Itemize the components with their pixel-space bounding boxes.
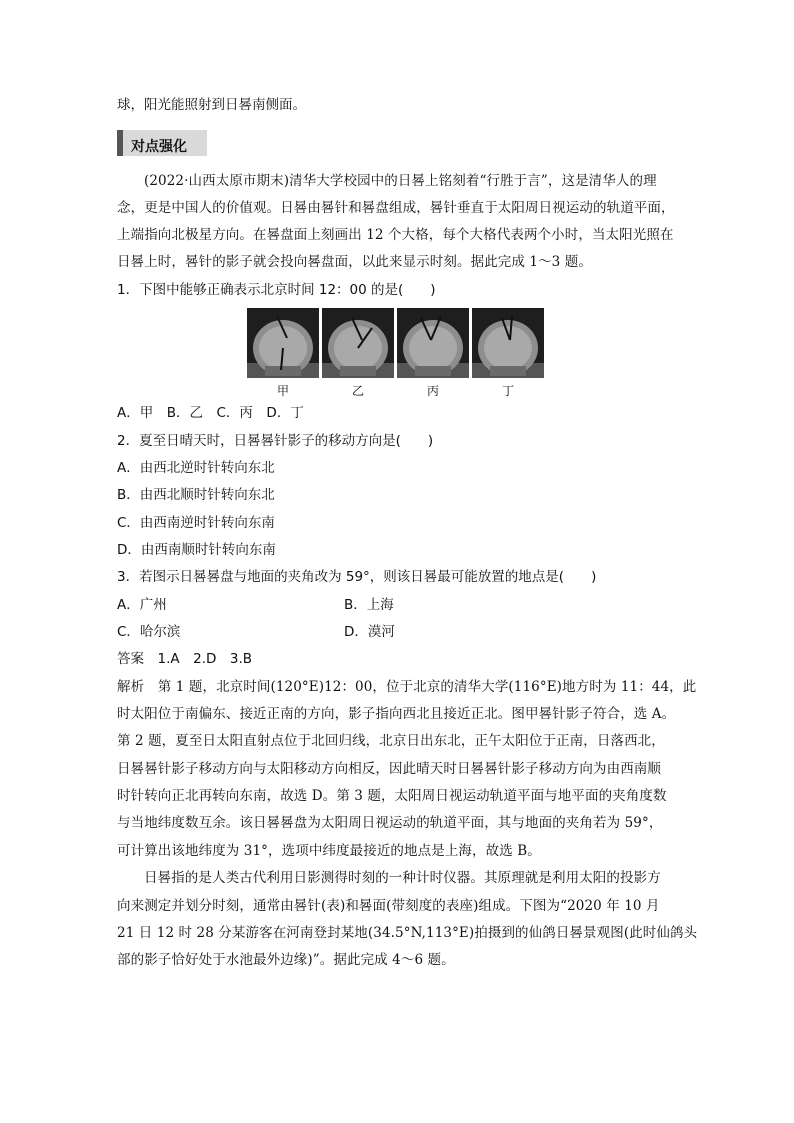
q1-options: A．甲 B．乙 C．丙 D．丁 xyxy=(117,405,304,421)
figure-caption: 乙 xyxy=(351,384,364,398)
figure-bing xyxy=(397,308,469,398)
passage2-line-1: 日晷指的是人类古代利用日影测得时刻的一种计时仪器。其原理就是利用太阳的投影方 xyxy=(144,870,661,886)
figure-caption: 甲 xyxy=(276,384,289,398)
analysis-line-3: 第 2 题，夏至日太阳直射点位于北回归线，北京日出东北，正午太阳位于正南，日落西北， xyxy=(117,733,665,749)
analysis-line-4: 日晷晷针影子移动方向与太阳移动方向相反，因此晴天时日晷晷针影子移动方向为由西南顺 xyxy=(117,761,661,777)
section-header xyxy=(117,130,207,156)
q3-option-a: A．广州 xyxy=(117,597,167,613)
q3-option-c: C．哈尔滨 xyxy=(117,624,181,640)
q2-option-c: C．由西南逆时针转向东南 xyxy=(117,515,275,531)
q3-option-d: D．漠河 xyxy=(344,624,395,640)
q3-option-b: B．上海 xyxy=(344,597,394,613)
passage1-line-3: 上端指向北极星方向。在晷盘面上刻画出 12 个大格，每个大格代表两个小时，当太阳光照在 xyxy=(117,227,674,243)
analysis-line-2: 时太阳位于南偏东、接近正南的方向，影子指向西北且接近正北。图甲晷针影子符合，选 A。 xyxy=(117,706,676,722)
analysis-line-6: 与当地纬度数互余。该日晷晷盘为太阳周日视运动的轨道平面，其与地面的夹角若为 59°， xyxy=(117,815,663,831)
q3-stem: 3．若图示日晷晷盘与地面的夹角改为 59°，则该日晷最可能放置的地点是( ) xyxy=(117,569,597,585)
q2-option-d: D．由西南顺时针转向东南 xyxy=(117,542,276,558)
passage2-line-3: 21 日 12 时 28 分某游客在河南登封某地(34.5°N,113°E)拍摄到的仙鸽日晷景观图(此时仙鸽头 xyxy=(117,925,698,941)
figure-ding xyxy=(472,308,544,398)
passage1-line-4: 日晷上时，晷针的影子就会投向晷盘面，以此来显示时刻。据此完成 1～3 题。 xyxy=(117,254,592,270)
passage1-line-2: 念，更是中国人的价值观。日晷由晷针和晷盘组成，晷针垂直于太阳周日视运动的轨道平面， xyxy=(117,200,675,216)
passage2-line-2: 向来测定并划分时刻，通常由晷针(表)和晷面(带刻度的表座)组成。下图为“2020 年 10 月 xyxy=(117,898,660,914)
sundial-figures xyxy=(247,308,547,398)
figure-caption: 丙 xyxy=(426,384,439,398)
q2-option-a: A．由西北逆时针转向东北 xyxy=(117,460,275,476)
answer-line: 答案 1.A 2.D 3.B xyxy=(117,651,253,667)
passage1-line-1: (2022·山西太原市期末)清华大学校园中的日晷上铭刻着“行胜于言”，这是清华人的理 xyxy=(144,173,657,189)
sundial-photo xyxy=(397,308,469,378)
q2-option-b: B．由西北顺时针转向东北 xyxy=(117,487,275,503)
analysis-line-1: 解析 第 1 题，北京时间(120°E)12：00，位于北京的清华大学(116°E)地方时为 11：44，此 xyxy=(117,679,697,695)
section-title: 对点强化 xyxy=(131,139,187,155)
sundial-photo xyxy=(322,308,394,378)
figure-yi xyxy=(322,308,394,398)
sundial-photo xyxy=(472,308,544,378)
q1-stem: 1．下图中能够正确表示北京时间 12：00 的是( ) xyxy=(117,282,436,298)
figure-jia xyxy=(247,308,319,398)
figure-caption: 丁 xyxy=(501,384,514,398)
sundial-photo xyxy=(247,308,319,378)
intro-line: 球，阳光能照射到日晷南侧面。 xyxy=(117,97,306,113)
passage2-line-4: 部的影子恰好处于水池最外边缘)”。据此完成 4～6 题。 xyxy=(117,952,455,968)
analysis-line-7: 可计算出该地纬度为 31°，选项中纬度最接近的地点是上海，故选 B。 xyxy=(117,843,541,859)
q2-stem: 2．夏至日晴天时，日晷晷针影子的移动方向是( ) xyxy=(117,433,434,449)
analysis-line-5: 时针转向正北再转向东南，故选 D。第 3 题，太阳周日视运动轨道平面与地平面的夹角度数 xyxy=(117,788,667,804)
